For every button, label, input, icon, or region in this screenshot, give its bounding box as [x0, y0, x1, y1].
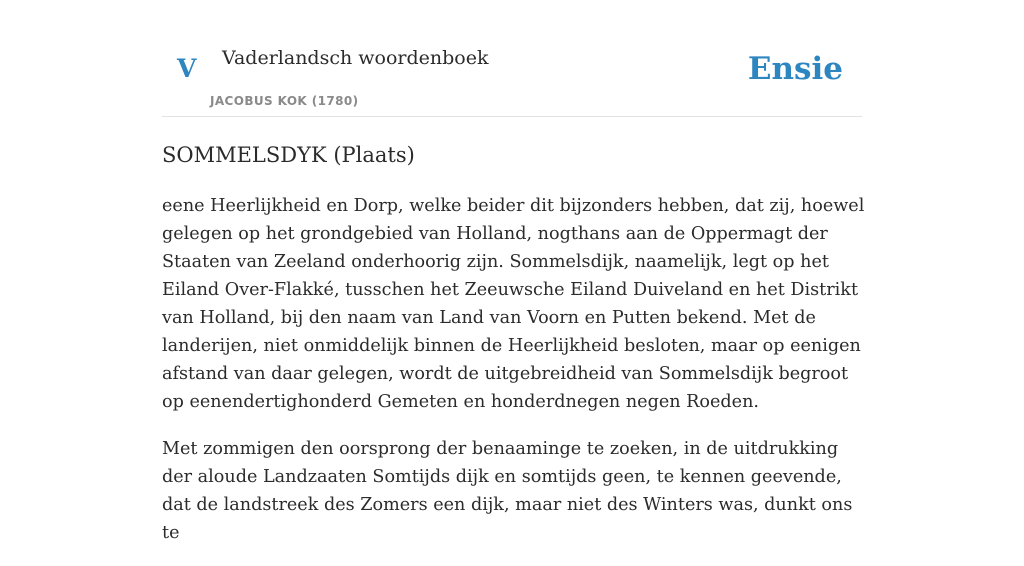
entry-paragraph: eene Heerlijkheid en Dorp, welke beider dit bijzonders hebben, dat zij, hoewel gelegen op het grondgebied van Holland, nogthans aan de Oppermagt der Staaten van Zeeland onderhoorig zijn. Sommelsdijk, naamelijk, legt op het Eiland Over-Flakké, tusschen het Zeeuwsche Eiland Duiveland en het Distrikt van Holland, bij den naam van Land van Voorn en Putten bekend. Met de landerijen, niet onmiddelijk binnen de Heerlijkheid besloten, maar op eenigen afstand van daar gelegen, wordt de uitgebreidheid van Sommelsdijk begroot op eenendertighonderd Gemeten en honderdnegen negen Roeden. — [162, 196, 865, 412]
book-title-link[interactable]: Vaderlandsch woordenboek — [222, 47, 489, 69]
book-author: JACOBUS KOK (1780) — [210, 94, 359, 108]
entry-title: SOMMELSDYK (Plaats) — [162, 143, 415, 167]
page-container — [162, 0, 865, 543]
book-letter-logo[interactable]: V — [177, 54, 197, 83]
entry-body — [162, 192, 868, 566]
ensie-logo[interactable]: Ensie — [747, 51, 843, 87]
dictionary-header — [162, 0, 862, 117]
entry-paragraph: Met zommigen den oorsprong der benaaminge te zoeken, in de uitdrukking der aloude Landzaaten Somtijds dijk en somtijds geen, te kennen geevende, dat de landstreek des Zomers een dijk, maar niet des Winters was, dunkt ons te — [162, 439, 853, 543]
